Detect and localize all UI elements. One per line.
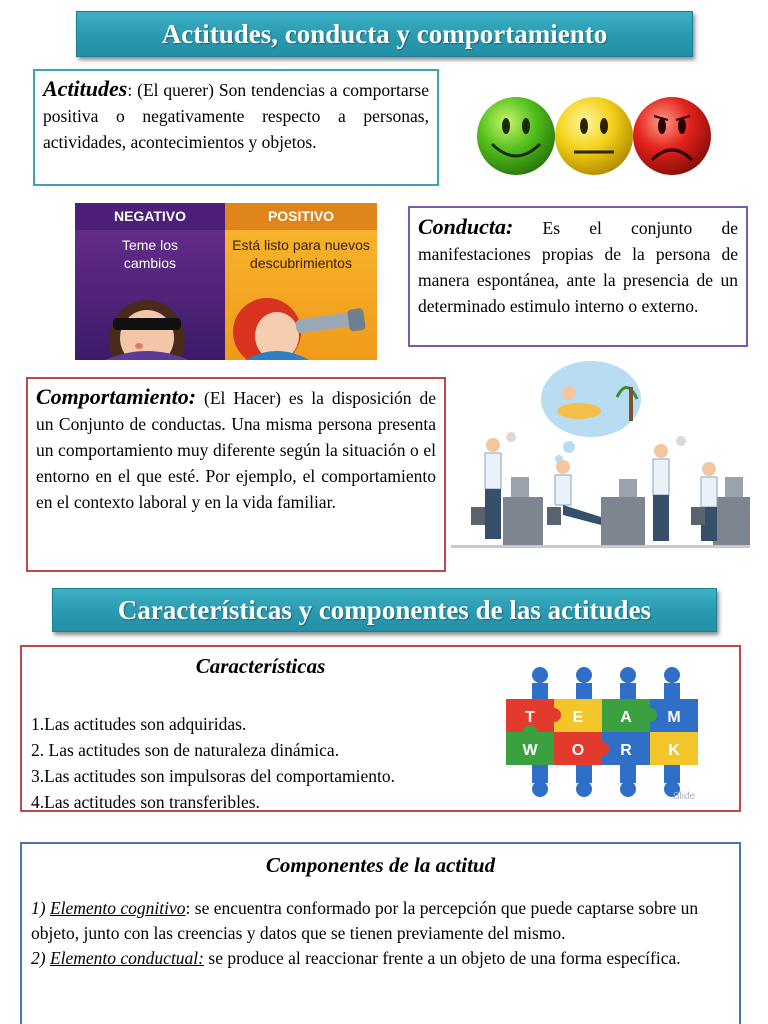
actitudes-text: : (El querer) Son tendencias a comportarse positiva o negativamente respecto a personas, actividades, acontecimientos y objetos. — [43, 80, 429, 152]
teamwork-puzzle-image — [496, 665, 718, 805]
section-title: Actitudes, conducta y comportamiento — [161, 19, 608, 49]
conducta-text: Es el conjunto de manifestaciones propias de la persona de manera espontánea, ante la presencia de un determinado estimulo interno o externo. — [418, 218, 738, 316]
elemento-conductual-term: Elemento conductual: — [49, 948, 205, 968]
sad-face-icon — [633, 97, 711, 175]
positive-label: POSITIVO — [225, 203, 377, 230]
telescope-girl-icon — [225, 280, 377, 360]
item-number: 2) — [31, 948, 50, 968]
elemento-conductual-text: se produce al reaccionar frente a un objeto de una forma específica. — [204, 948, 681, 968]
happy-face-icon — [477, 97, 555, 175]
office-workers-image — [451, 357, 750, 553]
list-item: 2. Las actitudes son de naturaleza dinámica. — [31, 740, 340, 760]
blindfolded-girl-icon — [75, 280, 225, 360]
positive-text: Está listo para nuevos descubrimientos — [232, 237, 370, 271]
negative-label: NEGATIVO — [75, 203, 225, 230]
list-item: 1.Las actitudes son adquiridas. — [31, 714, 247, 734]
thought-bubble-icon — [541, 361, 641, 463]
list-item — [31, 946, 731, 971]
section-title-banner — [76, 11, 693, 57]
conducta-term: Conducta: — [418, 214, 514, 239]
negative-positive-image — [75, 203, 377, 360]
section-title-banner — [52, 588, 717, 632]
puzzle-letter: A — [620, 709, 632, 726]
actitudes-term: Actitudes — [43, 76, 128, 101]
caracteristicas-title: Características — [195, 654, 326, 678]
negative-panel — [75, 203, 225, 360]
office-worker-icon — [653, 436, 686, 541]
comportamiento-term: Comportamiento: — [36, 384, 197, 409]
positive-panel — [225, 203, 377, 360]
conducta-definition-box — [408, 206, 748, 347]
list-item: 3.Las actitudes son impulsoras del comportamiento. — [31, 766, 396, 786]
puzzle-letter: M — [667, 709, 681, 726]
componentes-list — [31, 896, 731, 971]
section-title: Características y componentes de las actitudes — [117, 595, 652, 625]
elemento-cognitivo-text: : se encuentra conformado por la percepción que puede captarse sobre un objeto, junto con las creencias y datos que se tienen previamente del mismo. — [31, 898, 699, 943]
smileys-image — [470, 80, 718, 192]
puzzle-letter: O — [571, 742, 585, 759]
componentes-title: Componentes de la actitud — [265, 853, 496, 877]
list-item — [31, 896, 731, 946]
componentes-box — [20, 842, 741, 1024]
comportamiento-definition-box — [26, 377, 446, 572]
neutral-face-icon — [555, 97, 633, 175]
puzzle-letter: T — [525, 709, 535, 726]
puzzle-letter: K — [668, 742, 680, 759]
item-number: 1) — [31, 898, 50, 918]
office-worker-icon — [701, 462, 717, 541]
puzzle-letter: E — [572, 709, 584, 726]
puzzle-letter: W — [522, 742, 538, 759]
list-item: 4.Las actitudes son transferibles. — [31, 792, 260, 812]
elemento-cognitivo-term: Elemento cognitivo — [49, 898, 186, 918]
actitudes-definition-box — [33, 69, 439, 186]
comportamiento-text: (El Hacer) es la disposición de un Conjunto de conductas. Una misma persona presenta un comportamiento muy diferente según la situación o el entorno en el que esté. Por ejemplo, el comportamiento en el contexto laboral y en la vida familiar. — [36, 388, 436, 512]
watermark-text: Slide — [672, 791, 696, 802]
office-worker-icon — [555, 460, 601, 525]
puzzle-letter: R — [620, 742, 632, 759]
caracteristicas-list — [31, 711, 395, 815]
negative-text: Teme los cambios — [121, 237, 179, 271]
